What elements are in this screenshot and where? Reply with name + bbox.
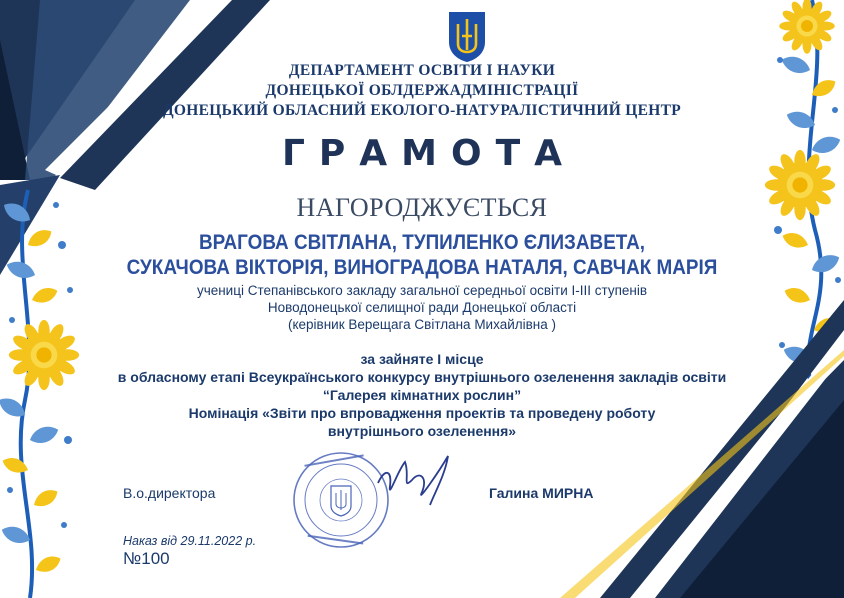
- school-line-2: Новодонецької селищної ради Донецької області: [267, 300, 577, 315]
- supervisor-line: (керівник Верещага Світлана Михайлівна ): [287, 317, 557, 332]
- awarded-label: НАГОРОДЖУЄТЬСЯ: [296, 193, 548, 222]
- achievement-line-2: в обласному етапі Всеукраїнського конкурсу внутрішнього озеленення закладів освіти: [117, 369, 727, 385]
- org-line-1: ДЕПАРТАМЕНТ ОСВІТИ І НАУКИ: [288, 62, 556, 79]
- order-date: Наказ від 29.11.2022 р.: [123, 534, 257, 548]
- achievement-line-3: “Галерея кімнатних рослин”: [322, 387, 522, 403]
- achievement-line-1: за зайняте І місце: [360, 351, 484, 367]
- school-line-1: учениці Степанівського закладу загальної середньої освіти І-ІІІ ступенів: [196, 283, 648, 298]
- certificate-title: ГРАМОТА: [281, 133, 577, 174]
- official-seal-icon: [294, 453, 388, 547]
- recipients-line-1: ВРАГОВА СВІТЛАНА, ТУПИЛЕНКО ЄЛИЗАВЕТА,: [198, 231, 646, 254]
- nomination-line-1: Номінація «Звіти про впровадження проектів та проведену роботу: [188, 405, 656, 421]
- org-line-3: ДОНЕЦЬКИЙ ОБЛАСНИЙ ЕКОЛОГО-НАТУРАЛІСТИЧНИЙ ЦЕНТР: [162, 102, 682, 119]
- coat-of-arms-icon: [449, 12, 485, 62]
- director-name: Галина МИРНА: [489, 485, 594, 501]
- org-line-2: ДОНЕЦЬКОЇ ОБЛДЕРЖАДМІНІСТРАЦІЇ: [265, 82, 579, 99]
- nomination-line-2: внутрішнього озеленення»: [327, 423, 517, 439]
- director-title: В.о.директора: [123, 485, 216, 501]
- order-number: №100: [123, 549, 170, 568]
- recipients-line-2: СУКАЧОВА ВІКТОРІЯ, ВИНОГРАДОВА НАТАЛЯ, САВЧАК МАРІЯ: [126, 256, 718, 279]
